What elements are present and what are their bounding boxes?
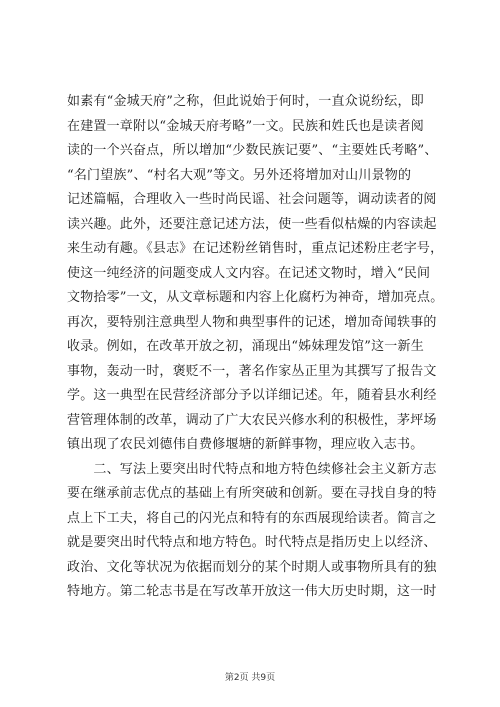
body-text bbox=[67, 90, 444, 605]
text-line: 政治、文化等状况为依据而划分的某个时期人或事物所具有的独 bbox=[67, 559, 437, 575]
text-line: 在建置一章附以“金城天府考略”一文。民族和姓氏也是读者阅 bbox=[67, 118, 424, 134]
text-line: 学。这一典型在民营经济部分予以详细记述。年，随着县水利经 bbox=[67, 388, 437, 403]
text-line: 点上下工夫，将自己的闪光点和特有的东西展现给读者。简言之 bbox=[67, 510, 437, 526]
text-line: 特地方。第二轮志书是在写改革开放这一伟大历史时期，这一时 bbox=[67, 584, 437, 599]
text-line: 收录。例如，在改革开放之初，涌现出“姊妹理发馆”这一新生 bbox=[67, 339, 424, 354]
text-line: “名门望族”、“村名大观”等文。另外还将增加对山川景物的 bbox=[67, 167, 412, 183]
text-line: 读的一个兴奋点，所以增加“少数民族记要”、“主要姓氏考略”、 bbox=[67, 143, 438, 158]
text-line: 营管理体制的改革，调动了广大农民兴修水利的积极性，茅坪场 bbox=[67, 412, 437, 428]
text-line: 就是要突出时代特点和地方特色。时代特点是指历史上以经济、 bbox=[67, 535, 437, 550]
text-line: 镇出现了农民刘德伟自费修堰塘的新鲜事物，理应收入志书。 bbox=[67, 437, 424, 452]
page-number: 第2页 共9页 bbox=[224, 673, 276, 683]
text-line: 事物，轰动一时，褒贬不一，著名作家丛正里为其撰写了报告文 bbox=[67, 363, 437, 379]
text-line: 来生动有趣。《县志》在记述粉丝销售时，重点记述粉庄老字号， bbox=[67, 241, 444, 256]
text-line: 如素有“金城天府”之称，但此说始于何时，一直众说纷纭，即 bbox=[67, 94, 424, 109]
text-line: 使这一纯经济的问题变成人文内容。在记述文物时，增入“民间 bbox=[67, 265, 431, 281]
text-line: 记述篇幅，合理收入一些时尚民谣、社会问题等，调动读者的阅 bbox=[67, 192, 437, 207]
text-line: 要在继承前志优点的基础上有所突破和创新。要在寻找自身的特 bbox=[67, 486, 437, 501]
text-line: 文物拾零”一文，从文章标题和内容上化腐朽为神奇，增加亮点。 bbox=[67, 290, 444, 305]
text-line: 再次，要特别注意典型人物和典型事件的记述，增加奇闻轶事的 bbox=[67, 314, 437, 330]
text-line: 读兴趣。此外，还要注意记述方法，使一些看似枯燥的内容读起 bbox=[67, 216, 437, 232]
section-heading-line: 二、写法上要突出时代特点和地方特色续修社会主义新方志 bbox=[67, 461, 437, 477]
page-footer bbox=[0, 670, 500, 683]
